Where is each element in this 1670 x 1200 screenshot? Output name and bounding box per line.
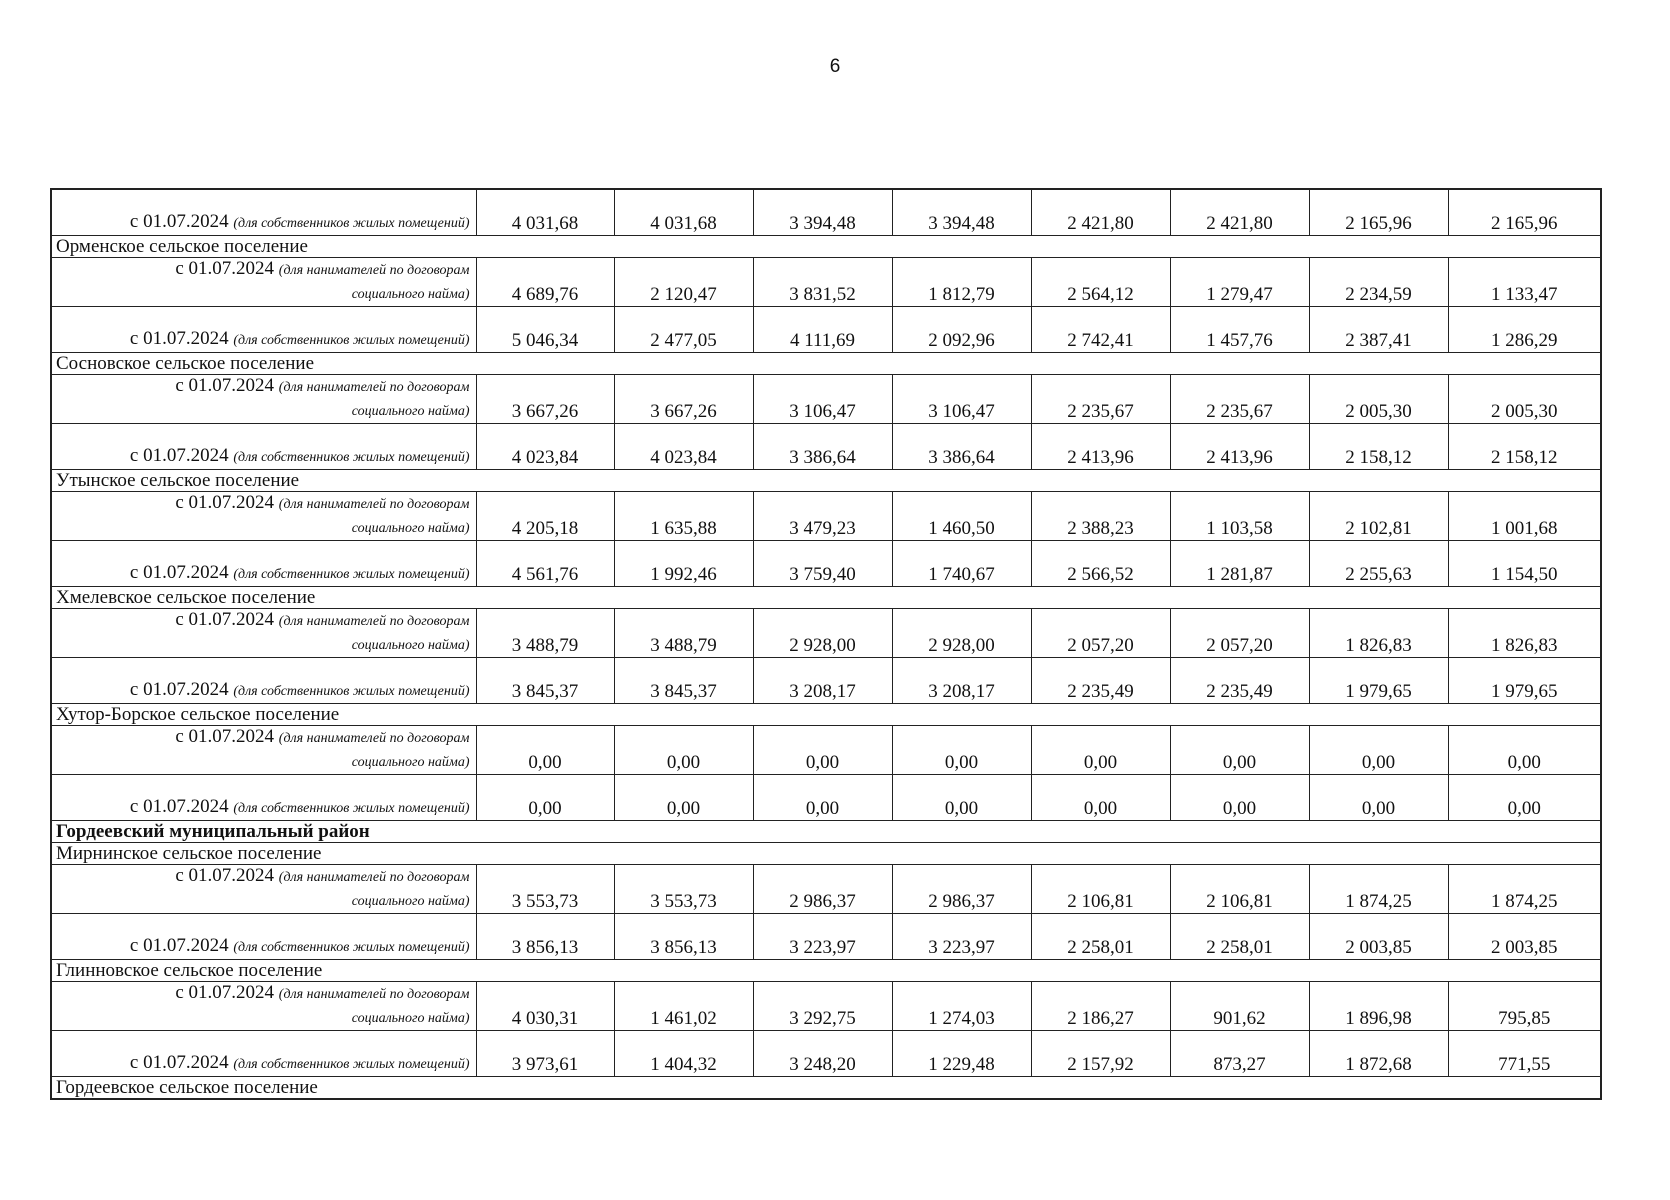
tariff-value-cell: 2 234,59 [1309, 258, 1448, 307]
tariff-value-cell: 1 635,88 [614, 492, 753, 541]
owner-tariff-row [51, 1031, 1601, 1077]
row-label [51, 307, 476, 353]
date-label: с 01.07.2024 [129, 796, 229, 817]
date-label: с 01.07.2024 [129, 211, 229, 232]
tariff-value-cell: 1 404,32 [614, 1031, 753, 1077]
tenant-note-cont: социального найма) [351, 287, 470, 302]
settlement-header-row [51, 236, 1601, 258]
date-label: с 01.07.2024 [175, 258, 275, 279]
owner-tariff-row [51, 424, 1601, 470]
row-label [51, 189, 476, 236]
row-label [51, 914, 476, 960]
settlement-name: Мирнинское сельское поселение [51, 843, 1601, 865]
tariff-value-cell: 1 460,50 [892, 492, 1031, 541]
tariff-value-cell: 0,00 [1309, 726, 1448, 775]
tariff-value-cell: 795,85 [1448, 982, 1601, 1031]
tariff-value-cell: 3 856,13 [476, 914, 614, 960]
tariff-value-cell: 2 106,81 [1170, 865, 1309, 914]
date-label: с 01.07.2024 [175, 609, 275, 630]
settlement-header-row [51, 1077, 1601, 1100]
tariff-value-cell: 1 229,48 [892, 1031, 1031, 1077]
settlement-header-row [51, 470, 1601, 492]
owner-note: (для собственников жилых помещений) [233, 450, 470, 465]
tariff-value-cell: 1 896,98 [1309, 982, 1448, 1031]
tariff-value-cell: 0,00 [753, 726, 892, 775]
owner-tariff-row [51, 658, 1601, 704]
tariff-value-cell: 3 386,64 [892, 424, 1031, 470]
tenant-note-cont: социального найма) [351, 521, 470, 536]
tariff-value-cell: 2 928,00 [892, 609, 1031, 658]
row-label [51, 775, 476, 821]
owner-tariff-row [51, 189, 1601, 236]
date-label: с 01.07.2024 [129, 1052, 229, 1073]
tariff-value-cell: 2 165,96 [1448, 189, 1601, 236]
tariff-value-cell: 4 023,84 [476, 424, 614, 470]
tenant-note: (для нанимателей по договорам [278, 263, 470, 278]
date-label: с 01.07.2024 [129, 328, 229, 349]
tariff-value-cell: 0,00 [892, 775, 1031, 821]
date-label: с 01.07.2024 [175, 726, 275, 747]
tariff-value-cell: 4 030,31 [476, 982, 614, 1031]
settlement-name: Сосновское сельское поселение [51, 353, 1601, 375]
tenant-tariff-row [51, 609, 1601, 658]
tariff-value-cell: 3 831,52 [753, 258, 892, 307]
tariff-value-cell: 2 928,00 [753, 609, 892, 658]
tariff-value-cell: 873,27 [1170, 1031, 1309, 1077]
owner-note: (для собственников жилых помещений) [233, 801, 470, 816]
tariff-value-cell: 771,55 [1448, 1031, 1601, 1077]
tenant-tariff-row [51, 726, 1601, 775]
settlement-name: Хмелевское сельское поселение [51, 587, 1601, 609]
tariff-value-cell: 2 005,30 [1448, 375, 1601, 424]
tariff-value-cell: 2 258,01 [1031, 914, 1170, 960]
tariff-value-cell: 0,00 [1309, 775, 1448, 821]
tariff-table [50, 188, 1602, 1100]
tariff-value-cell: 4 031,68 [614, 189, 753, 236]
tariff-value-cell: 3 208,17 [892, 658, 1031, 704]
tariff-value-cell: 1 274,03 [892, 982, 1031, 1031]
tariff-value-cell: 3 248,20 [753, 1031, 892, 1077]
tariff-value-cell: 3 106,47 [892, 375, 1031, 424]
tenant-note: (для нанимателей по договорам [278, 731, 470, 746]
tariff-value-cell: 0,00 [1031, 726, 1170, 775]
tariff-value-cell: 3 553,73 [476, 865, 614, 914]
tariff-value-cell: 1 979,65 [1309, 658, 1448, 704]
tariff-value-cell: 2 235,67 [1031, 375, 1170, 424]
tariff-value-cell: 2 235,49 [1031, 658, 1170, 704]
settlement-header-row [51, 843, 1601, 865]
tariff-value-cell: 3 394,48 [753, 189, 892, 236]
row-label [51, 375, 476, 424]
tariff-value-cell: 1 826,83 [1448, 609, 1601, 658]
tariff-value-cell: 2 106,81 [1031, 865, 1170, 914]
tariff-value-cell: 3 479,23 [753, 492, 892, 541]
tariff-value-cell: 5 046,34 [476, 307, 614, 353]
settlement-name: Хутор-Борское сельское поселение [51, 704, 1601, 726]
tariff-value-cell: 3 667,26 [476, 375, 614, 424]
tariff-value-cell: 2 120,47 [614, 258, 753, 307]
tariff-value-cell: 0,00 [753, 775, 892, 821]
row-label [51, 726, 476, 775]
row-label [51, 1031, 476, 1077]
tariff-value-cell: 2 003,85 [1309, 914, 1448, 960]
settlement-header-row [51, 587, 1601, 609]
tariff-value-cell: 4 111,69 [753, 307, 892, 353]
tariff-value-cell: 3 394,48 [892, 189, 1031, 236]
row-label [51, 541, 476, 587]
settlement-name: Утынское сельское поселение [51, 470, 1601, 492]
tariff-value-cell: 0,00 [1448, 726, 1601, 775]
settlement-name: Орменское сельское поселение [51, 236, 1601, 258]
tenant-note-cont: социального найма) [351, 755, 470, 770]
tenant-tariff-row [51, 492, 1601, 541]
tenant-tariff-row [51, 375, 1601, 424]
tariff-value-cell: 2 186,27 [1031, 982, 1170, 1031]
tariff-value-cell: 0,00 [476, 726, 614, 775]
tariff-value-cell: 2 421,80 [1170, 189, 1309, 236]
tenant-note: (для нанимателей по договорам [278, 987, 470, 1002]
tariff-value-cell: 2 235,67 [1170, 375, 1309, 424]
tariff-value-cell: 2 255,63 [1309, 541, 1448, 587]
owner-note: (для собственников жилых помещений) [233, 940, 470, 955]
tenant-note-cont: социального найма) [351, 894, 470, 909]
date-label: с 01.07.2024 [129, 562, 229, 583]
tariff-value-cell: 1 812,79 [892, 258, 1031, 307]
owner-note: (для собственников жилых помещений) [233, 333, 470, 348]
tariff-value-cell: 4 561,76 [476, 541, 614, 587]
tariff-value-cell: 2 986,37 [753, 865, 892, 914]
owner-note: (для собственников жилых помещений) [233, 567, 470, 582]
tenant-note-cont: социального найма) [351, 404, 470, 419]
tariff-value-cell: 3 759,40 [753, 541, 892, 587]
tariff-value-cell: 2 388,23 [1031, 492, 1170, 541]
tariff-value-cell: 2 102,81 [1309, 492, 1448, 541]
date-label: с 01.07.2024 [129, 445, 229, 466]
tenant-note-cont: социального найма) [351, 638, 470, 653]
settlement-header-row [51, 353, 1601, 375]
row-label [51, 865, 476, 914]
tariff-value-cell: 1 461,02 [614, 982, 753, 1031]
district-name: Гордеевский муниципальный район [51, 821, 1601, 843]
tariff-value-cell: 0,00 [1448, 775, 1601, 821]
tariff-value-cell: 0,00 [614, 726, 753, 775]
tariff-value-cell: 1 279,47 [1170, 258, 1309, 307]
settlement-name: Глинновское сельское поселение [51, 960, 1601, 982]
owner-tariff-row [51, 541, 1601, 587]
tariff-value-cell: 901,62 [1170, 982, 1309, 1031]
row-label [51, 424, 476, 470]
tariff-value-cell: 3 488,79 [614, 609, 753, 658]
tariff-value-cell: 3 856,13 [614, 914, 753, 960]
tariff-value-cell: 0,00 [1170, 775, 1309, 821]
tariff-value-cell: 2 742,41 [1031, 307, 1170, 353]
tariff-value-cell: 2 165,96 [1309, 189, 1448, 236]
tariff-value-cell: 1 281,87 [1170, 541, 1309, 587]
tariff-value-cell: 4 023,84 [614, 424, 753, 470]
tenant-note: (для нанимателей по договорам [278, 380, 470, 395]
tariff-value-cell: 2 986,37 [892, 865, 1031, 914]
tariff-value-cell: 1 103,58 [1170, 492, 1309, 541]
tariff-value-cell: 3 667,26 [614, 375, 753, 424]
tariff-value-cell: 3 553,73 [614, 865, 753, 914]
tenant-tariff-row [51, 982, 1601, 1031]
tariff-value-cell: 0,00 [1170, 726, 1309, 775]
date-label: с 01.07.2024 [129, 935, 229, 956]
owner-tariff-row [51, 914, 1601, 960]
tariff-value-cell: 2 421,80 [1031, 189, 1170, 236]
row-label [51, 982, 476, 1031]
tariff-value-cell: 2 158,12 [1309, 424, 1448, 470]
tariff-value-cell: 2 258,01 [1170, 914, 1309, 960]
row-label [51, 492, 476, 541]
tariff-value-cell: 4 689,76 [476, 258, 614, 307]
tariff-value-cell: 3 488,79 [476, 609, 614, 658]
settlement-header-row [51, 704, 1601, 726]
tariff-value-cell: 2 413,96 [1031, 424, 1170, 470]
row-label [51, 258, 476, 307]
tariff-value-cell: 2 564,12 [1031, 258, 1170, 307]
tariff-value-cell: 3 223,97 [892, 914, 1031, 960]
tariff-value-cell: 4 031,68 [476, 189, 614, 236]
tenant-note: (для нанимателей по договорам [278, 870, 470, 885]
tariff-value-cell: 2 477,05 [614, 307, 753, 353]
date-label: с 01.07.2024 [175, 375, 275, 396]
owner-note: (для собственников жилых помещений) [233, 216, 470, 231]
tariff-value-cell: 1 826,83 [1309, 609, 1448, 658]
tenant-note: (для нанимателей по договорам [278, 614, 470, 629]
row-label [51, 658, 476, 704]
tariff-value-cell: 3 973,61 [476, 1031, 614, 1077]
date-label: с 01.07.2024 [175, 982, 275, 1003]
tariff-value-cell: 1 740,67 [892, 541, 1031, 587]
tariff-value-cell: 2 235,49 [1170, 658, 1309, 704]
settlement-header-row [51, 960, 1601, 982]
tariff-value-cell: 0,00 [892, 726, 1031, 775]
tariff-value-cell: 2 003,85 [1448, 914, 1601, 960]
tariff-value-cell: 0,00 [1031, 775, 1170, 821]
tariff-value-cell: 2 158,12 [1448, 424, 1601, 470]
tariff-value-cell: 0,00 [614, 775, 753, 821]
tenant-note: (для нанимателей по договорам [278, 497, 470, 512]
tariff-value-cell: 1 286,29 [1448, 307, 1601, 353]
tenant-tariff-row [51, 865, 1601, 914]
date-label: с 01.07.2024 [175, 865, 275, 886]
tariff-value-cell: 3 208,17 [753, 658, 892, 704]
page-number: 6 [829, 56, 841, 77]
tariff-value-cell: 1 154,50 [1448, 541, 1601, 587]
tariff-value-cell: 2 566,52 [1031, 541, 1170, 587]
tariff-value-cell: 4 205,18 [476, 492, 614, 541]
tariff-value-cell: 2 413,96 [1170, 424, 1309, 470]
date-label: с 01.07.2024 [175, 492, 275, 513]
tariff-value-cell: 3 292,75 [753, 982, 892, 1031]
tariff-value-cell: 2 057,20 [1031, 609, 1170, 658]
tariff-value-cell: 1 001,68 [1448, 492, 1601, 541]
tariff-value-cell: 1 979,65 [1448, 658, 1601, 704]
tariff-value-cell: 2 057,20 [1170, 609, 1309, 658]
tariff-value-cell: 1 874,25 [1309, 865, 1448, 914]
tariff-value-cell: 1 133,47 [1448, 258, 1601, 307]
district-header-row [51, 821, 1601, 843]
settlement-name: Гордеевское сельское поселение [51, 1077, 1601, 1100]
owner-note: (для собственников жилых помещений) [233, 684, 470, 699]
tariff-value-cell: 3 845,37 [476, 658, 614, 704]
tariff-value-cell: 1 872,68 [1309, 1031, 1448, 1077]
tenant-note-cont: социального найма) [351, 1011, 470, 1026]
owner-note: (для собственников жилых помещений) [233, 1057, 470, 1072]
tariff-value-cell: 3 106,47 [753, 375, 892, 424]
tariff-value-cell: 3 223,97 [753, 914, 892, 960]
row-label [51, 609, 476, 658]
tariff-value-cell: 1 874,25 [1448, 865, 1601, 914]
tariff-value-cell: 1 457,76 [1170, 307, 1309, 353]
owner-tariff-row [51, 307, 1601, 353]
tariff-value-cell: 2 387,41 [1309, 307, 1448, 353]
tenant-tariff-row [51, 258, 1601, 307]
tariff-value-cell: 2 005,30 [1309, 375, 1448, 424]
tariff-value-cell: 3 845,37 [614, 658, 753, 704]
owner-tariff-row [51, 775, 1601, 821]
date-label: с 01.07.2024 [129, 679, 229, 700]
tariff-value-cell: 0,00 [476, 775, 614, 821]
tariff-value-cell: 3 386,64 [753, 424, 892, 470]
tariff-value-cell: 2 157,92 [1031, 1031, 1170, 1077]
tariff-value-cell: 2 092,96 [892, 307, 1031, 353]
tariff-value-cell: 1 992,46 [614, 541, 753, 587]
